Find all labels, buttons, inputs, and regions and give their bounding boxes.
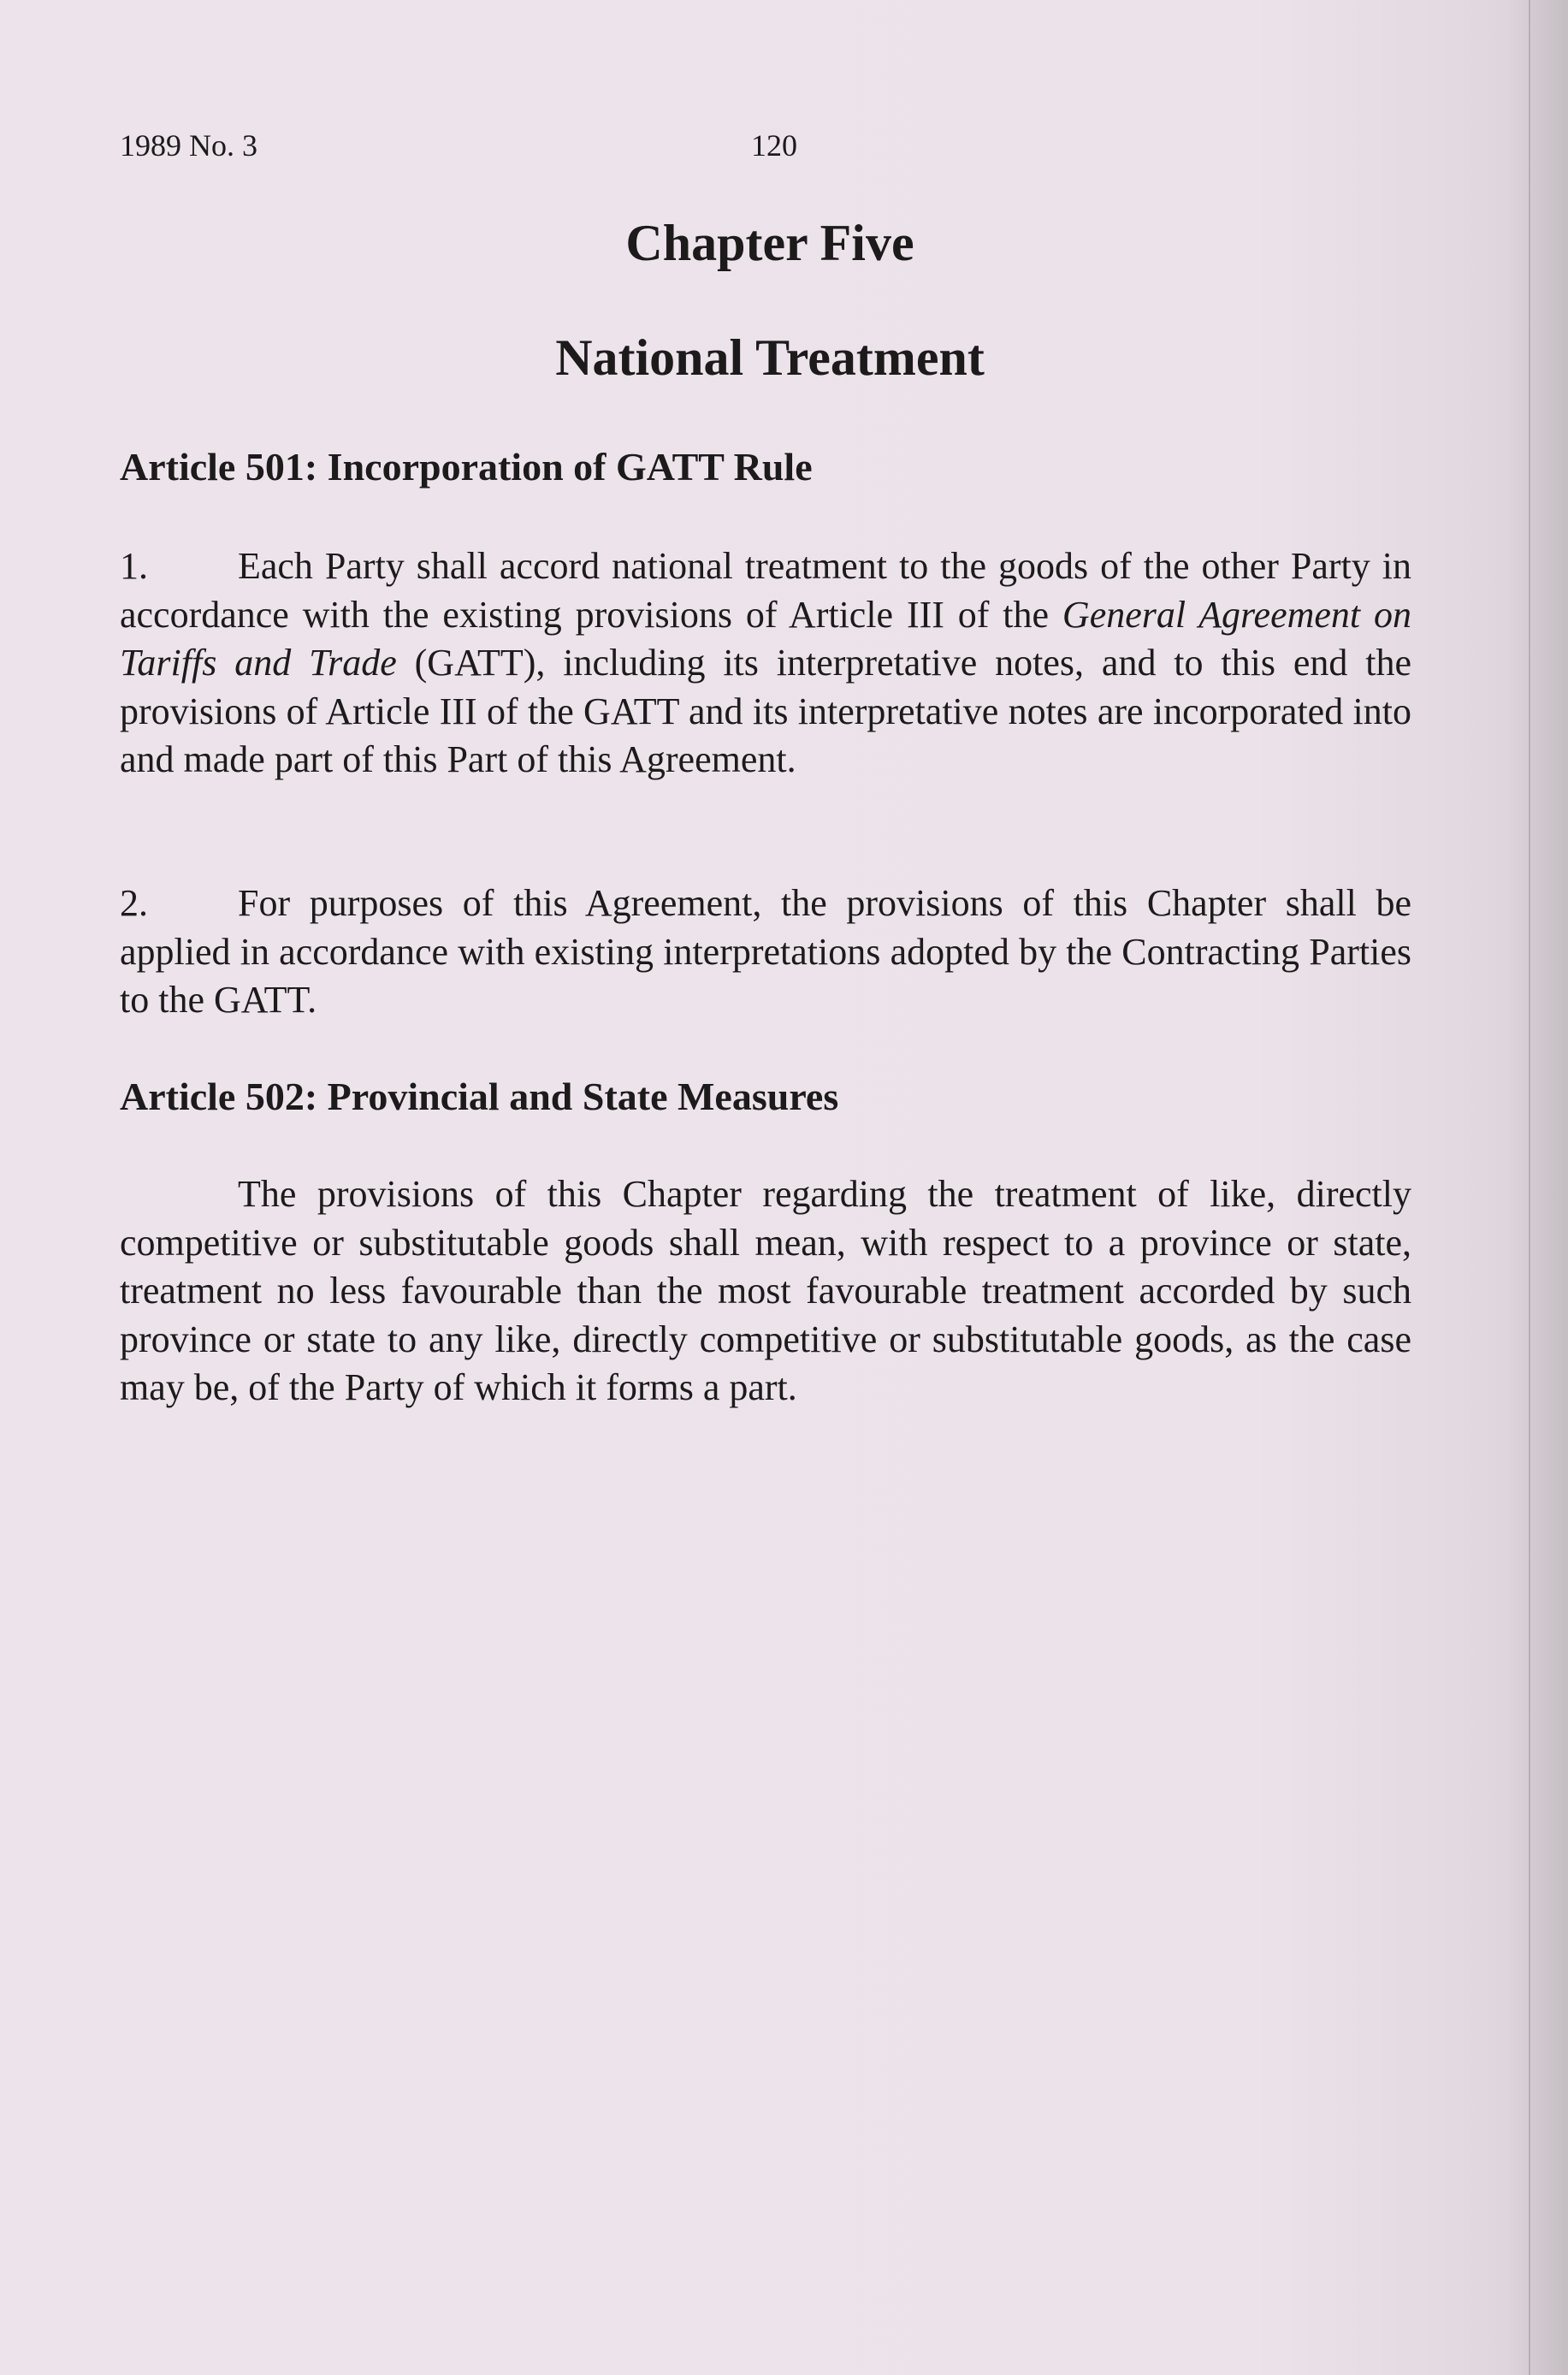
article-502-heading: Article 502: Provincial and State Measures — [120, 1075, 839, 1118]
article-502-paragraph: The provisions of this Chapter regarding the treatment of like, directly competitive or substitutable goods shall mean, with respect to a province or state, treatment no less favourable than the most favourable treatment accorded by such province or state to any like, directly competitive or substitutable goods, as the case may be, of the Party of which it forms a part. — [120, 1173, 1411, 1408]
page-number: 120 — [751, 128, 797, 163]
article-501-paragraph-2 — [120, 880, 1411, 1025]
paragraph-text-continued: (GATT), including its interpretative notes, and to this end the provisions of Article III of the GATT and its interpretative notes are incorporated into and made part of this Part of this Agreement. — [120, 642, 1411, 780]
paragraph-italic-title: General Agreement on Tariffs and Trade — [120, 593, 1412, 684]
paragraph-number: 2. — [120, 882, 148, 924]
paragraph-text: Each Party shall accord national treatment to the goods of the other Party in accordance with the existing provisions of Article III of the — [120, 545, 1411, 636]
paragraph-text: For purposes of this Agreement, the provisions of this Chapter shall be applied in accordance with existing interpretations adopted by the Contracting Parties to the GATT. — [120, 882, 1411, 1021]
article-501-paragraph-1 — [120, 542, 1411, 785]
paragraph-number: 1. — [120, 545, 148, 587]
chapter-title: Chapter Five — [625, 215, 914, 271]
document-reference: 1989 No. 3 — [120, 128, 257, 163]
article-501-heading: Article 501: Incorporation of GATT Rule — [120, 445, 813, 489]
chapter-subtitle: National Treatment — [555, 329, 985, 386]
